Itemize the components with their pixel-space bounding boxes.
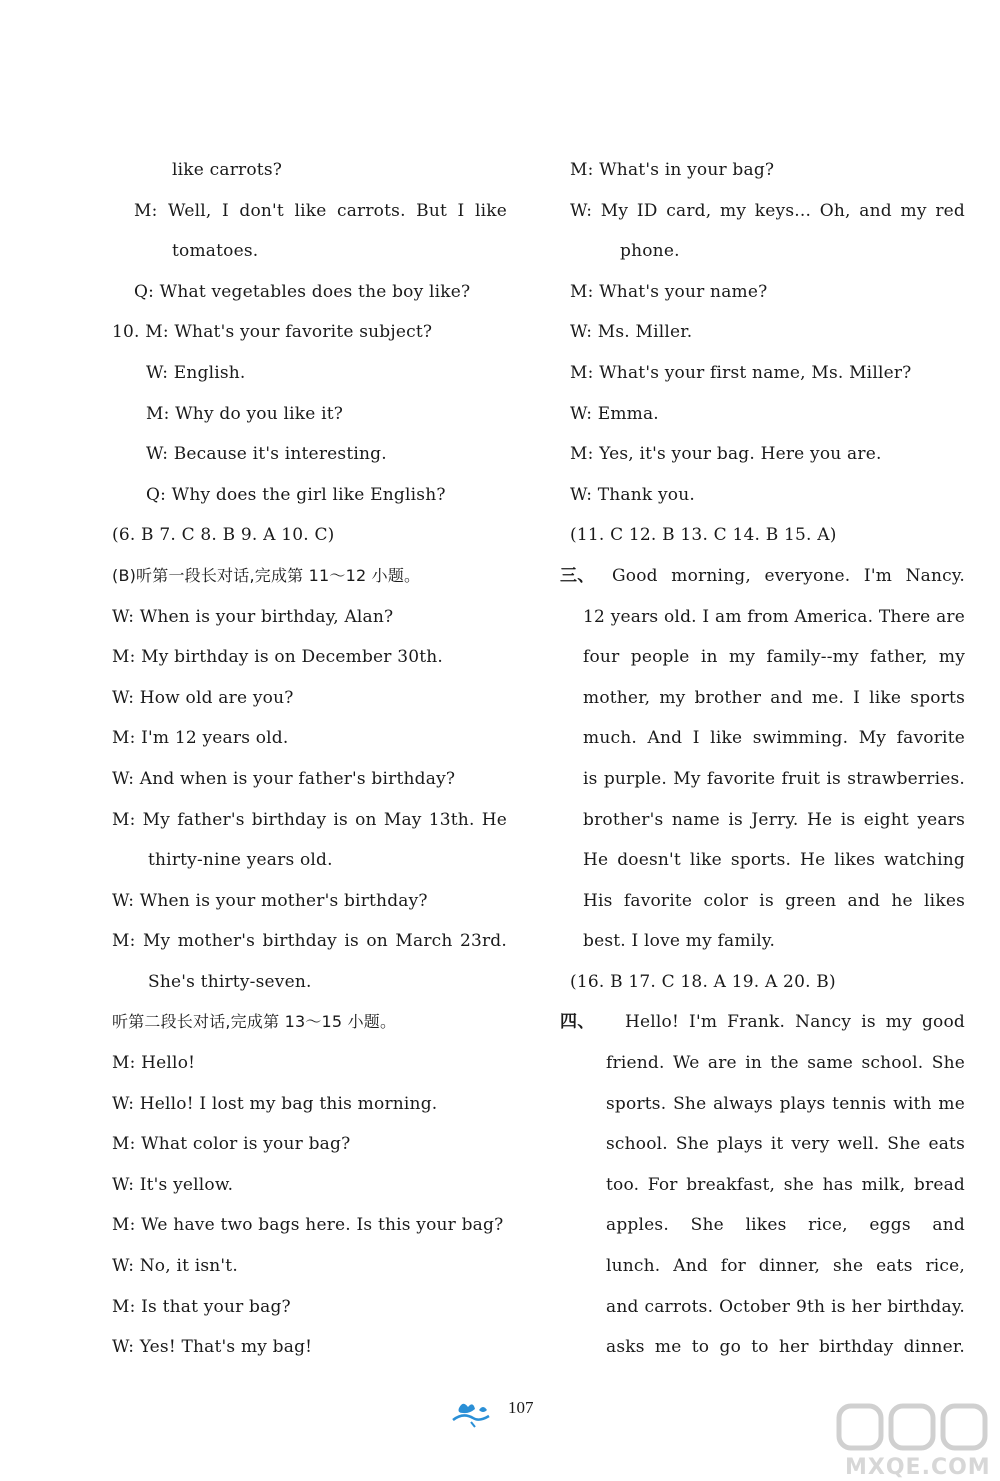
line-text: phone. [620, 241, 680, 262]
line-text: M: My birthday is on December 30th. [112, 647, 444, 668]
line-text: W: It's yellow. [112, 1174, 234, 1195]
right-column [560, 150, 965, 1368]
text-line [112, 1124, 507, 1165]
text-line [560, 191, 965, 232]
text-line [560, 800, 965, 841]
text-line [560, 1084, 965, 1125]
text-line [112, 678, 507, 719]
text-line [112, 597, 507, 638]
text-line [112, 1246, 507, 1287]
text-line [112, 800, 507, 841]
line-text: much. And I like swimming. My favorite [583, 728, 965, 749]
text-line [560, 434, 965, 475]
line-text: best. I love my family. [583, 931, 776, 952]
text-line [560, 1327, 965, 1368]
text-line [560, 678, 965, 719]
line-text: M: What's in your bag? [570, 160, 775, 180]
text-line [560, 921, 965, 962]
line-text: asks me to go to her birthday dinner. [606, 1337, 965, 1358]
line-text: M: What's your name? [570, 281, 768, 302]
text-line [560, 150, 965, 191]
text-line [560, 1002, 965, 1043]
line-text: tomatoes. [172, 241, 259, 262]
text-line [560, 597, 965, 638]
line-text: Q: What vegetables does the boy like? [134, 281, 471, 302]
section-number: 三、 [560, 565, 595, 586]
text-line [112, 191, 507, 232]
text-line [112, 1205, 507, 1246]
text-line [112, 718, 507, 759]
line-text: (16. B 17. C 18. A 19. A 20. B) [570, 971, 836, 992]
line-text: sports. She always plays tennis with me [606, 1093, 965, 1114]
line-text: school. She plays it very well. She eats [606, 1134, 965, 1155]
line-text: She's thirty-seven. [148, 971, 312, 992]
line-text: 听第二段长对话,完成第 13～15 小题。 [112, 1012, 397, 1032]
line-text: He doesn't like sports. He likes watching [583, 850, 965, 871]
left-column [112, 150, 507, 1368]
line-text: is purple. My favorite fruit is strawberries. [583, 768, 965, 789]
line-text: 12 years old. I am from America. There are [583, 606, 965, 627]
line-text: W: Because it's interesting. [146, 444, 387, 465]
text-line [560, 759, 965, 800]
line-text: M: Well, I don't like carrots. But I like [134, 200, 507, 221]
text-line [112, 312, 507, 353]
line-text: Q: Why does the girl like English? [146, 484, 446, 505]
flower-logo-icon [449, 1398, 499, 1428]
line-text: W: No, it isn't. [112, 1256, 238, 1277]
line-text: His favorite color is green and he likes [583, 890, 965, 911]
line-text: mother, my brother and me. I like sports [583, 687, 965, 708]
text-line [560, 962, 965, 1003]
text-line [560, 637, 965, 678]
line-text: M: My father's birthday is on May 13th. He [112, 809, 507, 830]
text-line [112, 881, 507, 922]
line-text: friend. We are in the same school. She [606, 1053, 965, 1074]
line-text: apples. She likes rice, eggs and [606, 1215, 965, 1236]
text-line [560, 881, 965, 922]
text-line [112, 394, 507, 435]
line-text: (11. C 12. B 13. C 14. B 15. A) [570, 525, 837, 546]
text-line [560, 1205, 965, 1246]
line-text: M: Why do you like it? [146, 403, 344, 424]
text-line [112, 921, 507, 962]
line-text: W: English. [146, 362, 246, 383]
line-text: W: My ID card, my keys... Oh, and my red [570, 200, 965, 221]
text-line [560, 556, 965, 597]
line-text: W: When is your mother's birthday? [112, 890, 428, 911]
text-line [112, 1002, 507, 1043]
text-line [560, 353, 965, 394]
line-text: thirty-nine years old. [148, 850, 333, 871]
line-text: M: I'm 12 years old. [112, 728, 289, 749]
text-line [112, 475, 507, 516]
text-line [112, 637, 507, 678]
line-text: (B)听第一段长对话,完成第 11～12 小题。 [112, 565, 421, 585]
text-line [560, 312, 965, 353]
text-line [112, 353, 507, 394]
page-number: 107 [508, 1398, 534, 1417]
line-text: M: What's your first name, Ms. Miller? [570, 362, 912, 383]
line-text: M: We have two bags here. Is this your bag? [112, 1215, 504, 1236]
text-line [112, 434, 507, 475]
line-text: four people in my family--my father, my [583, 647, 965, 668]
text-line [560, 272, 965, 313]
text-line [560, 515, 965, 556]
text-line [560, 394, 965, 435]
line-text: Hello! I'm Frank. Nancy is my good [625, 1012, 965, 1033]
text-line [112, 1084, 507, 1125]
line-text: too. For breakfast, she has milk, bread [606, 1174, 965, 1195]
text-line [560, 1165, 965, 1206]
line-text: W: Ms. Miller. [570, 322, 693, 343]
text-line [560, 231, 965, 272]
text-line [112, 962, 507, 1003]
text-line [560, 475, 965, 516]
line-text: W: Emma. [570, 403, 659, 424]
text-line [112, 1327, 507, 1368]
text-line [112, 556, 507, 597]
line-text: M: Yes, it's your bag. Here you are. [570, 444, 882, 465]
text-line [560, 840, 965, 881]
text-line [112, 1165, 507, 1206]
text-line [112, 150, 507, 191]
text-line [112, 840, 507, 881]
text-line [112, 759, 507, 800]
text-line [112, 515, 507, 556]
line-text: Good morning, everyone. I'm Nancy. [612, 565, 965, 586]
line-text: 10. M: What's your favorite subject? [112, 322, 433, 343]
text-line [560, 1124, 965, 1165]
line-text: M: What color is your bag? [112, 1134, 351, 1155]
section-number: 四、 [560, 1012, 595, 1033]
text-line [112, 1287, 507, 1328]
line-text: W: Thank you. [570, 484, 695, 505]
line-text: W: How old are you? [112, 687, 294, 708]
line-text: W: When is your birthday, Alan? [112, 606, 394, 627]
line-text: W: And when is your father's birthday? [112, 768, 456, 789]
text-line [560, 1043, 965, 1084]
line-text: like carrots? [172, 160, 283, 180]
text-line [560, 1246, 965, 1287]
line-text: lunch. And for dinner, she eats rice, [606, 1256, 965, 1277]
text-line [112, 272, 507, 313]
line-text: M: Hello! [112, 1053, 196, 1074]
line-text: brother's name is Jerry. He is eight years [583, 809, 965, 830]
watermark-text: MXQE.COM [845, 1455, 991, 1480]
line-text: and carrots. October 9th is her birthday. [606, 1296, 965, 1317]
line-text: (6. B 7. C 8. B 9. A 10. C) [112, 525, 335, 546]
text-line [560, 718, 965, 759]
text-line [112, 231, 507, 272]
line-text: W: Hello! I lost my bag this morning. [112, 1093, 438, 1114]
line-text: M: My mother's birthday is on March 23rd. [112, 931, 507, 952]
line-text: M: Is that your bag? [112, 1296, 291, 1317]
text-line [560, 1287, 965, 1328]
line-text: W: Yes! That's my bag! [112, 1337, 313, 1358]
text-line [112, 1043, 507, 1084]
